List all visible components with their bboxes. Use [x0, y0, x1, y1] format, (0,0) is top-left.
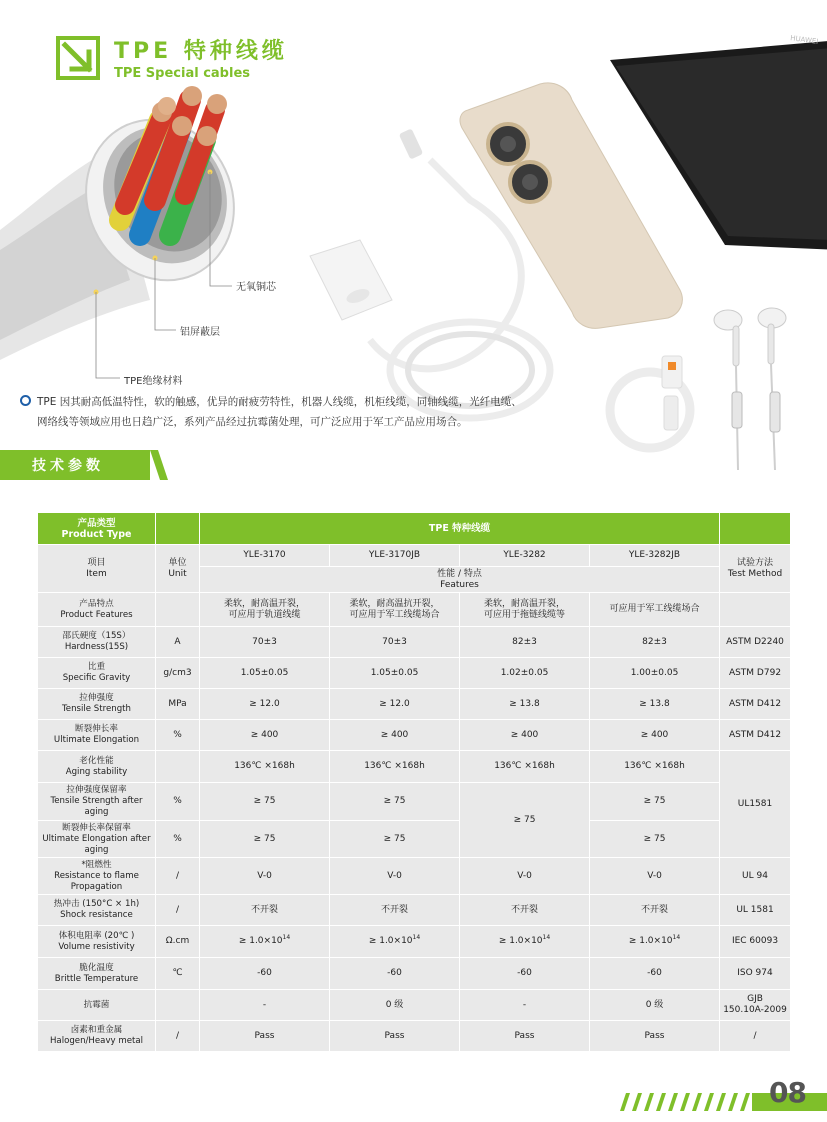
page-number: 08 — [769, 1076, 806, 1109]
product-description — [20, 392, 800, 432]
table-cell: V-0 — [590, 858, 720, 895]
technical-parameters-table — [37, 512, 791, 1052]
table-cell: - — [200, 990, 330, 1021]
method-cell: ASTM D792 — [720, 658, 791, 689]
footer-stripes — [620, 1093, 752, 1111]
unit-cell: Ω.cm — [156, 926, 200, 958]
table-cell: -60 — [460, 958, 590, 990]
table-row — [38, 990, 791, 1021]
table-row — [38, 783, 791, 821]
method-cell: UL 1581 — [720, 895, 791, 926]
unit-cell: ℃ — [156, 958, 200, 990]
table-cell: ≥ 400 — [590, 720, 720, 751]
table-row — [38, 926, 791, 958]
table-cell: ≥ 400 — [330, 720, 460, 751]
model-header: YLE-3282 — [460, 545, 590, 567]
table-cell: V-0 — [460, 858, 590, 895]
description-line-1: TPE 因其耐高低温特性，软的触感，优异的耐疲劳特性，机器人线缆，机柜线缆，同轴线缆，光纤电缆、 — [37, 396, 522, 408]
table-row — [38, 627, 791, 658]
row-label: 脆化温度 Brittle Temperature — [38, 958, 156, 990]
table-cell: 136℃ ×168h — [590, 751, 720, 783]
cable-cross-section-illustration — [0, 86, 260, 378]
page-title: TPE 特种线缆 — [114, 39, 288, 64]
table-cell: 1.05±0.05 — [200, 658, 330, 689]
table-cell: ≥ 75 — [330, 821, 460, 858]
row-label: 比重 Specific Gravity — [38, 658, 156, 689]
model-header: YLE-3282JB — [590, 545, 720, 567]
tablet-illustration — [610, 34, 827, 250]
table-row — [38, 858, 791, 895]
model-header: YLE-3170 — [200, 545, 330, 567]
unit-cell: % — [156, 821, 200, 858]
section-header-stripe — [150, 450, 170, 480]
bullet-circle-icon — [20, 395, 31, 406]
table-cell: 136℃ ×168h — [200, 751, 330, 783]
row-label: 邵氏硬度（15S） Hardness(15S) — [38, 627, 156, 658]
table-cell: V-0 — [200, 858, 330, 895]
callout-copper-core: 无氧铜芯 — [236, 282, 276, 293]
arrow-down-right-icon — [60, 40, 96, 76]
features-header: 性能 / 特点 Features — [200, 567, 720, 593]
table-cell: 不开裂 — [590, 895, 720, 926]
table-cell: ≥ 12.0 — [330, 689, 460, 720]
unit-cell: / — [156, 1021, 200, 1052]
unit-cell: % — [156, 720, 200, 751]
table-row — [38, 593, 791, 627]
method-cell: UL 94 — [720, 858, 791, 895]
table-cell: 0 级 — [590, 990, 720, 1021]
unit-cell: / — [156, 858, 200, 895]
test-method-header: 试验方法 Test Method — [720, 545, 791, 593]
row-label: *阻燃性 Resistance to flame Propagation — [38, 858, 156, 895]
tablet-brand-text: HUAWEI — [789, 34, 819, 46]
row-label: 断裂伸长率保留率 Ultimate Elongation after aging — [38, 821, 156, 858]
unit-cell: g/cm3 — [156, 658, 200, 689]
method-cell: UL1581 — [720, 751, 791, 858]
table-cell: 不开裂 — [330, 895, 460, 926]
table-cell: 可应用于军工线缆场合 — [590, 593, 720, 627]
row-label: 拉伸强度保留率 Tensile Strength after aging — [38, 783, 156, 821]
table-cell: Pass — [200, 1021, 330, 1052]
table-cell: 柔软，耐高温抗开裂， 可应用于军工线缆场合 — [330, 593, 460, 627]
row-label: 卤素和重金属 Halogen/Heavy metal — [38, 1021, 156, 1052]
table-cell: ≥ 400 — [460, 720, 590, 751]
row-label: 断裂伸长率 Ultimate Elongation — [38, 720, 156, 751]
table-cell: -60 — [200, 958, 330, 990]
row-label: 抗霉菌 — [38, 990, 156, 1021]
row-label: 产品特点 Product Features — [38, 593, 156, 627]
table-cell: ≥ 13.8 — [590, 689, 720, 720]
unit-cell: / — [156, 895, 200, 926]
table-cell: 1.00±0.05 — [590, 658, 720, 689]
table-cell: -60 — [330, 958, 460, 990]
product-type-header: 产品类型 Product Type — [38, 513, 156, 545]
table-row — [38, 1021, 791, 1052]
table-cell: 不开裂 — [460, 895, 590, 926]
earphones-illustration — [714, 308, 786, 470]
method-cell: ISO 974 — [720, 958, 791, 990]
row-label: 拉伸强度 Tensile Strength — [38, 689, 156, 720]
table-cell: 0 级 — [330, 990, 460, 1021]
method-cell: ASTM D412 — [720, 689, 791, 720]
method-cell: / — [720, 1021, 791, 1052]
table-header-row — [38, 513, 791, 545]
table-cell: 1.05±0.05 — [330, 658, 460, 689]
table-cell: 70±3 — [330, 627, 460, 658]
unit-header: 单位 Unit — [156, 545, 200, 593]
callout-aluminum-shield: 铝屏蔽层 — [180, 327, 220, 338]
table-cell: ≥ 75 — [330, 783, 460, 821]
table-cell: 82±3 — [590, 627, 720, 658]
table-cell: 136℃ ×168h — [330, 751, 460, 783]
unit-cell — [156, 990, 200, 1021]
table-cell: - — [460, 990, 590, 1021]
table-cell: ≥ $1.0\times 10^{14}$ — [330, 926, 460, 958]
table-cell: 不开裂 — [200, 895, 330, 926]
method-cell: GJB 150.10A-2009 — [720, 990, 791, 1021]
product-name-header: TPE 特种线缆 — [200, 513, 720, 545]
method-cell: IEC 60093 — [720, 926, 791, 958]
unit-cell: % — [156, 783, 200, 821]
model-header: YLE-3170JB — [330, 545, 460, 567]
table-row — [38, 720, 791, 751]
table-row — [38, 895, 791, 926]
method-cell: ASTM D412 — [720, 720, 791, 751]
table-cell: Pass — [460, 1021, 590, 1052]
table-cell: Pass — [330, 1021, 460, 1052]
table-cell: ≥ $1.0\times 10^{14}$ — [460, 926, 590, 958]
unit-cell: MPa — [156, 689, 200, 720]
table-cell: V-0 — [330, 858, 460, 895]
table-cell: ≥ 75 — [200, 821, 330, 858]
table-cell: ≥ $1.0\times 10^{14}$ — [200, 926, 330, 958]
table-cell: ≥ 75 — [590, 783, 720, 821]
table-row — [38, 821, 791, 858]
table-cell: ≥ 12.0 — [200, 689, 330, 720]
table-row — [38, 689, 791, 720]
table-cell: 柔软，耐高温开裂， 可应用于拖链线缆等 — [460, 593, 590, 627]
row-label: 热冲击 (150°C × 1h) Shock resistance — [38, 895, 156, 926]
table-row — [38, 658, 791, 689]
table-cell: 82±3 — [460, 627, 590, 658]
table-row — [38, 958, 791, 990]
table-cell: 柔软，耐高温开裂， 可应用于轨道线缆 — [200, 593, 330, 627]
table-row — [38, 751, 791, 783]
item-header: 项目 Item — [38, 545, 156, 593]
table-cell: ≥ 13.8 — [460, 689, 590, 720]
table-cell: ≥ 400 — [200, 720, 330, 751]
description-line-2: 网络线等领域应用也日趋广泛，系列产品经过抗霉菌处理，可广泛应用于军工产品应用场合。 — [37, 416, 468, 428]
method-cell: ASTM D2240 — [720, 627, 791, 658]
page-subtitle: TPE Special cables — [114, 66, 250, 81]
table-cell: ≥ 75 — [590, 821, 720, 858]
table-cell: ≥ 75 — [460, 783, 590, 858]
table-row — [38, 545, 791, 567]
section-title: 技术参数 — [32, 458, 104, 474]
table-cell: ≥ $1.0\times 10^{14}$ — [590, 926, 720, 958]
table-cell: ≥ 75 — [200, 783, 330, 821]
table-cell: Pass — [590, 1021, 720, 1052]
table-cell: 1.02±0.05 — [460, 658, 590, 689]
table-cell: -60 — [590, 958, 720, 990]
callout-tpe-insulation: TPE绝缘材料 — [124, 376, 183, 387]
unit-cell: A — [156, 627, 200, 658]
table-cell: 136℃ ×168h — [460, 751, 590, 783]
row-label: 老化性能 Aging stability — [38, 751, 156, 783]
table-cell: 70±3 — [200, 627, 330, 658]
brand-logo-box — [56, 36, 100, 80]
row-label: 体积电阻率 (20℃ ) Volume resistivity — [38, 926, 156, 958]
